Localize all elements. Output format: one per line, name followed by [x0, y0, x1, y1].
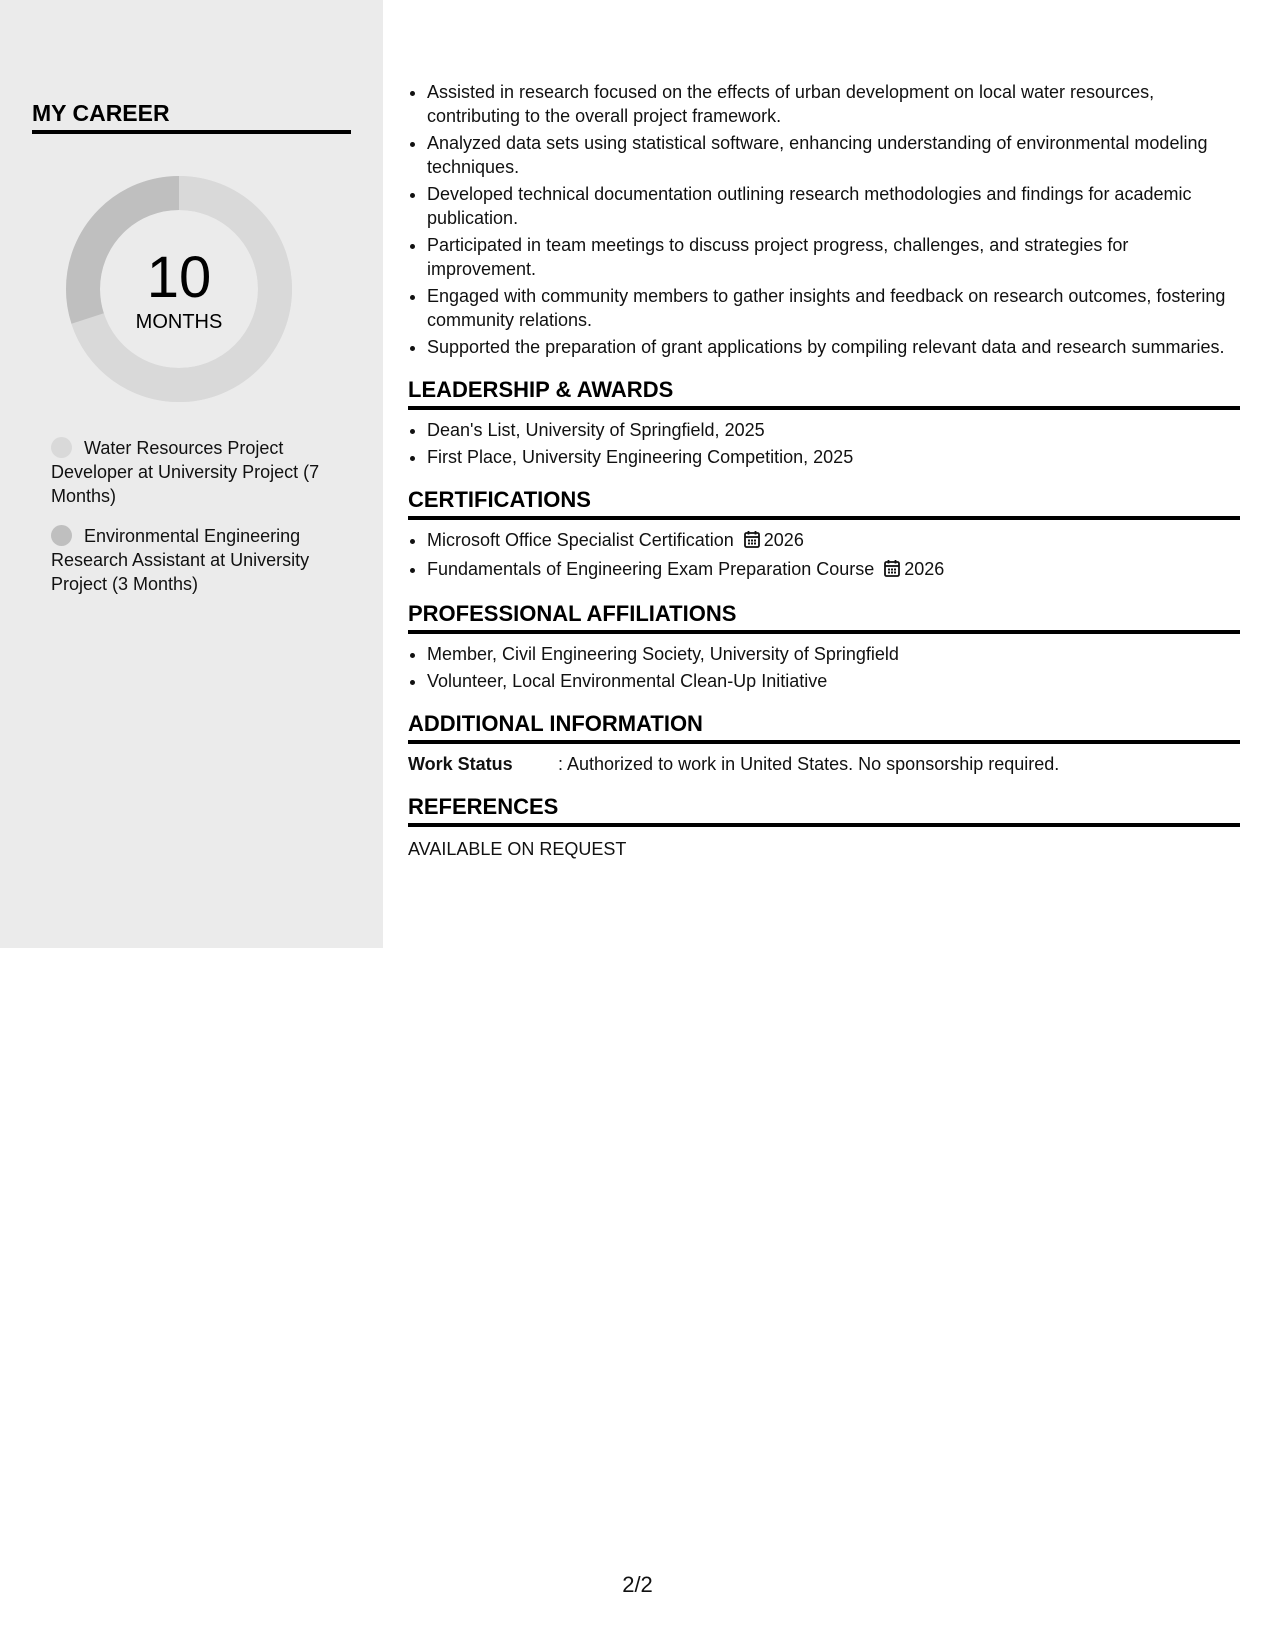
- sidebar: [0, 0, 383, 948]
- affiliations-section: [408, 600, 1240, 693]
- work-status-value: : Authorized to work in United States. No sponsorship required.: [558, 754, 1060, 774]
- legend-item: [51, 436, 341, 508]
- experience-bullets: [408, 80, 1240, 359]
- total-months-unit: MONTHS: [135, 311, 223, 333]
- additional-info-section: [408, 710, 1240, 776]
- affiliations-list: [408, 642, 1240, 693]
- calendar-icon: [744, 530, 760, 554]
- legend-dot-icon: [51, 437, 72, 458]
- certification-name: Microsoft Office Specialist Certification: [427, 530, 734, 550]
- section-heading: ADDITIONAL INFORMATION: [408, 710, 1240, 744]
- main-content: [408, 80, 1240, 861]
- experience-bullet: • Assisted in research focused on the effects of urban development on local water resources, contributing to the overall project framework.: [427, 80, 1240, 128]
- legend-label: Water Resources Project Developer at University Project (7 Months): [51, 438, 320, 506]
- references-text: AVAILABLE ON REQUEST: [408, 839, 627, 859]
- calendar-icon: [884, 559, 900, 583]
- career-legend: [51, 436, 341, 612]
- career-heading: MY CAREER: [32, 98, 351, 134]
- donut-center: [66, 176, 292, 402]
- experience-bullet: • Engaged with community members to gather insights and feedback on research outcomes, fostering community relations.: [427, 284, 1240, 332]
- references-section: [408, 793, 1240, 861]
- section-heading: PROFESSIONAL AFFILIATIONS: [408, 600, 1240, 634]
- total-months-number: 10: [146, 245, 212, 310]
- section-heading: REFERENCES: [408, 793, 1240, 827]
- section-heading: CERTIFICATIONS: [408, 486, 1240, 520]
- certification-name: Fundamentals of Engineering Exam Preparation Course: [427, 559, 875, 579]
- certifications-section: [408, 486, 1240, 583]
- legend-dot-icon: [51, 525, 72, 546]
- work-status-row: [408, 752, 1240, 776]
- section-heading: LEADERSHIP & AWARDS: [408, 376, 1240, 410]
- affiliation-item: • Volunteer, Local Environmental Clean-Up Initiative: [427, 669, 1240, 693]
- experience-bullet: • Participated in team meetings to discuss project progress, challenges, and strategies for improvement.: [427, 233, 1240, 281]
- page-number: 2/2: [622, 1572, 653, 1597]
- certifications-list: [408, 528, 1240, 583]
- career-donut-chart: [66, 176, 292, 402]
- leadership-item: • Dean's List, University of Springfield, 2025: [427, 418, 1240, 442]
- work-status-label: Work Status: [408, 754, 513, 774]
- legend-item: [51, 524, 341, 596]
- experience-bullet: • Supported the preparation of grant applications by compiling relevant data and research summaries.: [427, 335, 1240, 359]
- leadership-list: [408, 418, 1240, 469]
- legend-label: Environmental Engineering Research Assistant at University Project (3 Months): [51, 526, 310, 594]
- experience-bullet: • Developed technical documentation outlining research methodologies and findings for academic publication.: [427, 182, 1240, 230]
- leadership-item: • First Place, University Engineering Competition, 2025: [427, 445, 1240, 469]
- certification-item: [427, 557, 1240, 583]
- affiliation-item: • Member, Civil Engineering Society, University of Springfield: [427, 642, 1240, 666]
- leadership-section: [408, 376, 1240, 469]
- certification-year: 2026: [763, 530, 804, 550]
- certification-year: 2026: [904, 559, 945, 579]
- experience-bullet: • Analyzed data sets using statistical software, enhancing understanding of environmental modeling techniques.: [427, 131, 1240, 179]
- certification-item: [427, 528, 1240, 554]
